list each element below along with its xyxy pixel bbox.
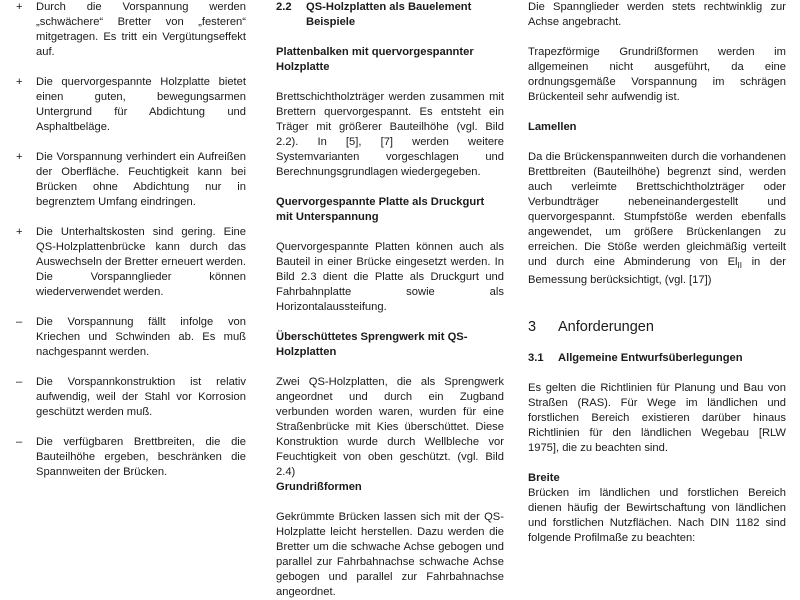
list-item: [14, 225, 246, 300]
column-left: [14, 0, 246, 480]
paragraph: Es gelten die Richtlinien für Planung und Bau von Straßen (RAS). Für Wege im ländlichen und forstlichen Bereich existieren darüber hinaus Richtlinien für den ländlichen Wegebau [RLW 1975], die zu beachten sind.: [528, 382, 786, 455]
list-marker: +: [16, 151, 23, 163]
paragraph-text-end: in der Bemessung berücksichtigt, (vgl. [17]): [528, 256, 787, 287]
list-item-text: Die Vorspannung verhindert ein Aufreißen der Oberfläche. Feuchtigkeit kann bei Brücken ohne Abdichtung nur in begrenztem Umfang eindringen.: [36, 151, 246, 208]
list-marker: –: [16, 436, 23, 448]
section-number: 2.2: [276, 1, 292, 13]
chapter-title: Anforderungen: [558, 319, 654, 336]
list-item-text: Die Unterhaltskosten sind gering. Eine QS-Holzplattenbrücke kann durch das Auswechseln der Bretter erneuert werden. Die Vorspannglieder können wiederverwendet werden.: [36, 226, 246, 298]
section-heading: [528, 351, 786, 366]
section-number: 3.1: [528, 352, 544, 365]
list-marker: +: [16, 226, 23, 238]
subheading: Lamellen: [528, 121, 577, 133]
paragraph: Brücken im ländlichen und forstlichen Bereich dienen häufig der Bewirtschaftung von ländlichen und forstlichen Nutzflächen. Nach DIN 1182 sind folgende Profilmaße zu beachten:: [528, 487, 786, 545]
list-item: [14, 150, 246, 210]
column-middle: [276, 0, 504, 600]
list-marker: –: [16, 376, 23, 388]
list-marker: –: [16, 316, 23, 328]
paragraph: Zwei QS-Holzplatten, die als Sprengwerk angeordnet und durch ein Zugband verbunden worden waren, wurden für eine Straßenbrücke mit Kies überschüttet. Diese Konstruktion wurde durch Wellbleche vor Feuchtigkeit von oben geschützt. (vgl. Bild 2.4): [276, 376, 504, 478]
list-item: [14, 375, 246, 420]
paragraph-text: Da die Brückenspannweiten durch die vorhandenen Brettbreiten (Bauteilhöhe) begrenzt sind, werden auch verleimte Brettschichtholzträger oder Verbundträger nebeneinandergestellt und quervorgespannt. Stumpfstöße werden ebenfalls angewendet, um größere Brückenlangen zu erreichen. Die Stöße werden gleichmäßig verteilt und durch eine Abminderung von El: [528, 151, 786, 268]
subscript: II: [737, 261, 742, 271]
list-item: [14, 75, 246, 135]
list-item: [14, 435, 246, 480]
column-right: [528, 0, 786, 546]
subheading: Quervorgespannte Platte als Druckgurt mit Unterspannung: [276, 196, 485, 223]
subheading: Grundrißformen: [276, 481, 362, 493]
list-item-text: Die verfügbaren Brettbreiten, die die Bauteilhöhe ergeben, beschränken die Spannweiten der Brücken.: [36, 436, 246, 478]
paragraph: [528, 150, 786, 288]
list-item: [14, 315, 246, 360]
subheading: Plattenbalken mit quervorgespannter Holzplatte: [276, 46, 474, 73]
subheading: Überschüttetes Sprengwerk mit QS-Holzplatten: [276, 331, 468, 358]
section-heading: [276, 0, 504, 30]
list-item-text: Durch die Vorspannung werden „schwächere“ Bretter von „festeren“ mitgetragen. Es tritt ein Vergütungseffekt auf.: [36, 1, 246, 58]
paragraph: Quervorgespannte Platten können auch als Bauteil in einer Brücke eingesetzt werden. In Bild 2.3 dient die Platte als Druckgurt und Fahrbahnplatte sowie als Horizontalaussteifung.: [276, 241, 504, 313]
chapter-number: 3: [528, 319, 537, 336]
list-item: [14, 0, 246, 60]
list-item-text: Die quervorgespannte Holzplatte bietet einen guten, bewegungsarmen Untergrund für Abdichtung und Asphaltbeläge.: [36, 76, 246, 133]
paragraph: Brettschichtholzträger werden zusammen mit Brettern quervorgespannt. Es entsteht ein Träger mit größerer Bauteilhöhe (vgl. Bild 2.2). In [5], [7] werden weitere Systemvarianten vorgeschlagen und Berechnungsgrundlagen wiedergegeben.: [276, 91, 504, 178]
paragraph: Gekrümmte Brücken lassen sich mit der QS-Holzplatte leicht herstellen. Dazu werden die Bretter um die schwache Achse gebogen und parallel zur Fahrbahnachse schwache Achse gebogen und parallel zur Fahrbahnachse angeordnet.: [276, 511, 504, 598]
paragraph: Trapezförmige Grundrißformen werden im allgemeinen nicht ausgeführt, da eine ordnungsgemäße Vorspannung im schrägen Brückenteil sehr aufwendig ist.: [528, 46, 786, 103]
list-marker: +: [16, 76, 23, 88]
subheading: Breite: [528, 472, 560, 485]
list-item-text: Die Vorspannung fällt infolge von Kriechen und Schwinden ab. Es muß nachgespannt werden.: [36, 316, 246, 358]
chapter-heading: [528, 318, 786, 336]
section-title: Allgemeine Entwurfsüberlegungen: [558, 352, 743, 365]
paragraph: Die Spannglieder werden stets rechtwinklig zur Achse angebracht.: [528, 1, 786, 28]
list-item-text: Die Vorspannkonstruktion ist relativ aufwendig, weil der Stahl vor Korrosion geschützt werden muß.: [36, 376, 246, 418]
section-title: QS-Holzplatten als Bauelement Beispiele: [306, 1, 472, 28]
list-marker: +: [16, 1, 23, 13]
